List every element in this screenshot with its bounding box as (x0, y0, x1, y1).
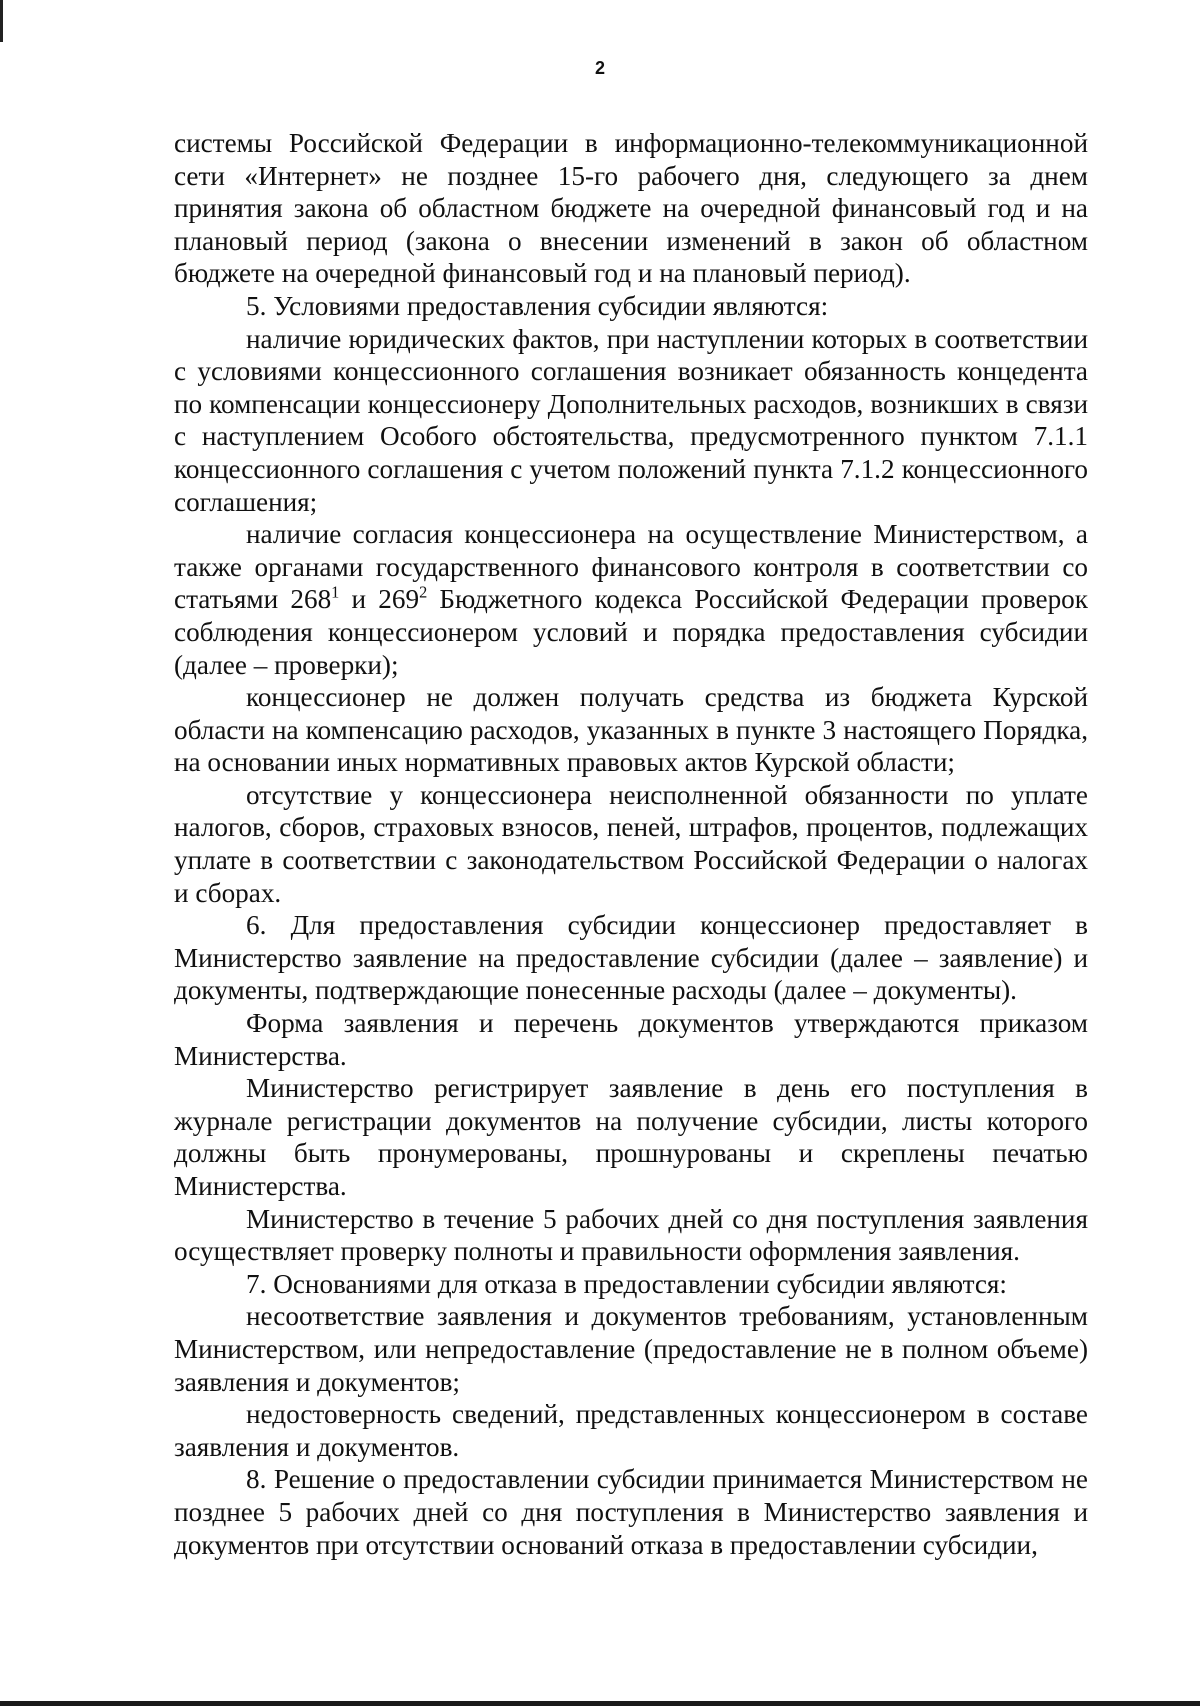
paragraph-clause-5-heading: 5. Условиями предоставления субсидии являются: (246, 290, 829, 321)
page-number: 2 (594, 58, 605, 78)
paragraph-condition-consent (174, 518, 1088, 681)
paragraph-condition-legal-facts: наличие юридических фактов, при наступлении которых в соответствии с условиями концессионного соглашения возникает обязанность концедента по компенсации концессионеру Дополнительных расходов, возникших в связи с наступлением Особого обстоятельства, предусмотренного пунктом 7.1.1 концессионного соглашения с учетом положений пункта 7.1.2 концессионного соглашения; (174, 323, 1088, 517)
paragraph-registration: Министерство регистрирует заявление в день его поступления в журнале регистрации документов на получение субсидии, листы которого должны быть пронумерованы, прошнурованы и скреплены печатью Министерства. (174, 1073, 1088, 1201)
consent-text-middle: и 269 (339, 584, 420, 615)
paragraph-verification: Министерство в течение 5 рабочих дней со дня поступления заявления осуществляет проверку полноты и правильности оформления заявления. (174, 1203, 1088, 1267)
paragraph-clause-8: 8. Решение о предоставлении субсидии принимается Министерством не позднее 5 рабочих дней со дня поступления в Министерство заявления и документов при отсутствии оснований отказа в предоставлении субсидии, (174, 1464, 1088, 1560)
document-body (174, 127, 1088, 1561)
consent-text-before: наличие согласия концессионера на осуществление Министерством, а также органами государственного финансового контроля в соответствии со статьями 268 (174, 519, 1088, 615)
paragraph-application-form: Форма заявления и перечень документов утверждаются приказом Министерства. (174, 1008, 1088, 1071)
consent-text-after: Бюджетного кодекса Российской Федерации проверок соблюдения концессионером условий и порядка предоставления субсидии (далее – проверки); (174, 584, 1088, 680)
paragraph-refusal-unreliable: недостоверность сведений, представленных концессионером в составе заявления и документов. (174, 1399, 1088, 1462)
superscript-2: 2 (419, 582, 428, 602)
paragraph-condition-no-other-funds: концессионер не должен получать средства из бюджета Курской области на компенсацию расходов, указанных в пункте 3 настоящего Порядка, на основании иных нормативных правовых актов Курской области; (174, 682, 1088, 778)
superscript-1: 1 (331, 582, 340, 602)
scan-edge-mark (0, 0, 3, 42)
scan-bottom-edge (0, 1701, 1200, 1706)
paragraph-continuation: системы Российской Федерации в информационно-телекоммуникационной сети «Интернет» не позднее 15-го рабочего дня, следующего за днем принятия закона об областном бюджете на очередной финансовый год и на плановый период (закона о внесении изменений в закон об областном бюджете на очередной финансовый год и на плановый период). (174, 128, 1088, 289)
paragraph-clause-6: 6. Для предоставления субсидии концессионер предоставляет в Министерство заявление на предоставление субсидии (далее – заявление) и документы, подтверждающие понесенные расходы (далее – документы). (174, 910, 1088, 1006)
paragraph-refusal-noncompliance: несоответствие заявления и документов требованиям, установленным Министерством, или непредоставление (предоставление не в полном объеме) заявления и документов; (174, 1301, 1088, 1397)
paragraph-condition-no-tax-debt: отсутствие у концессионера неисполненной обязанности по уплате налогов, сборов, страховых взносов, пеней, штрафов, процентов, подлежащих уплате в соответствии с законодательством Российской Федерации о налогах и сборах. (174, 779, 1088, 908)
paragraph-clause-7-heading: 7. Основаниями для отказа в предоставлении субсидии являются: (246, 1268, 1007, 1299)
